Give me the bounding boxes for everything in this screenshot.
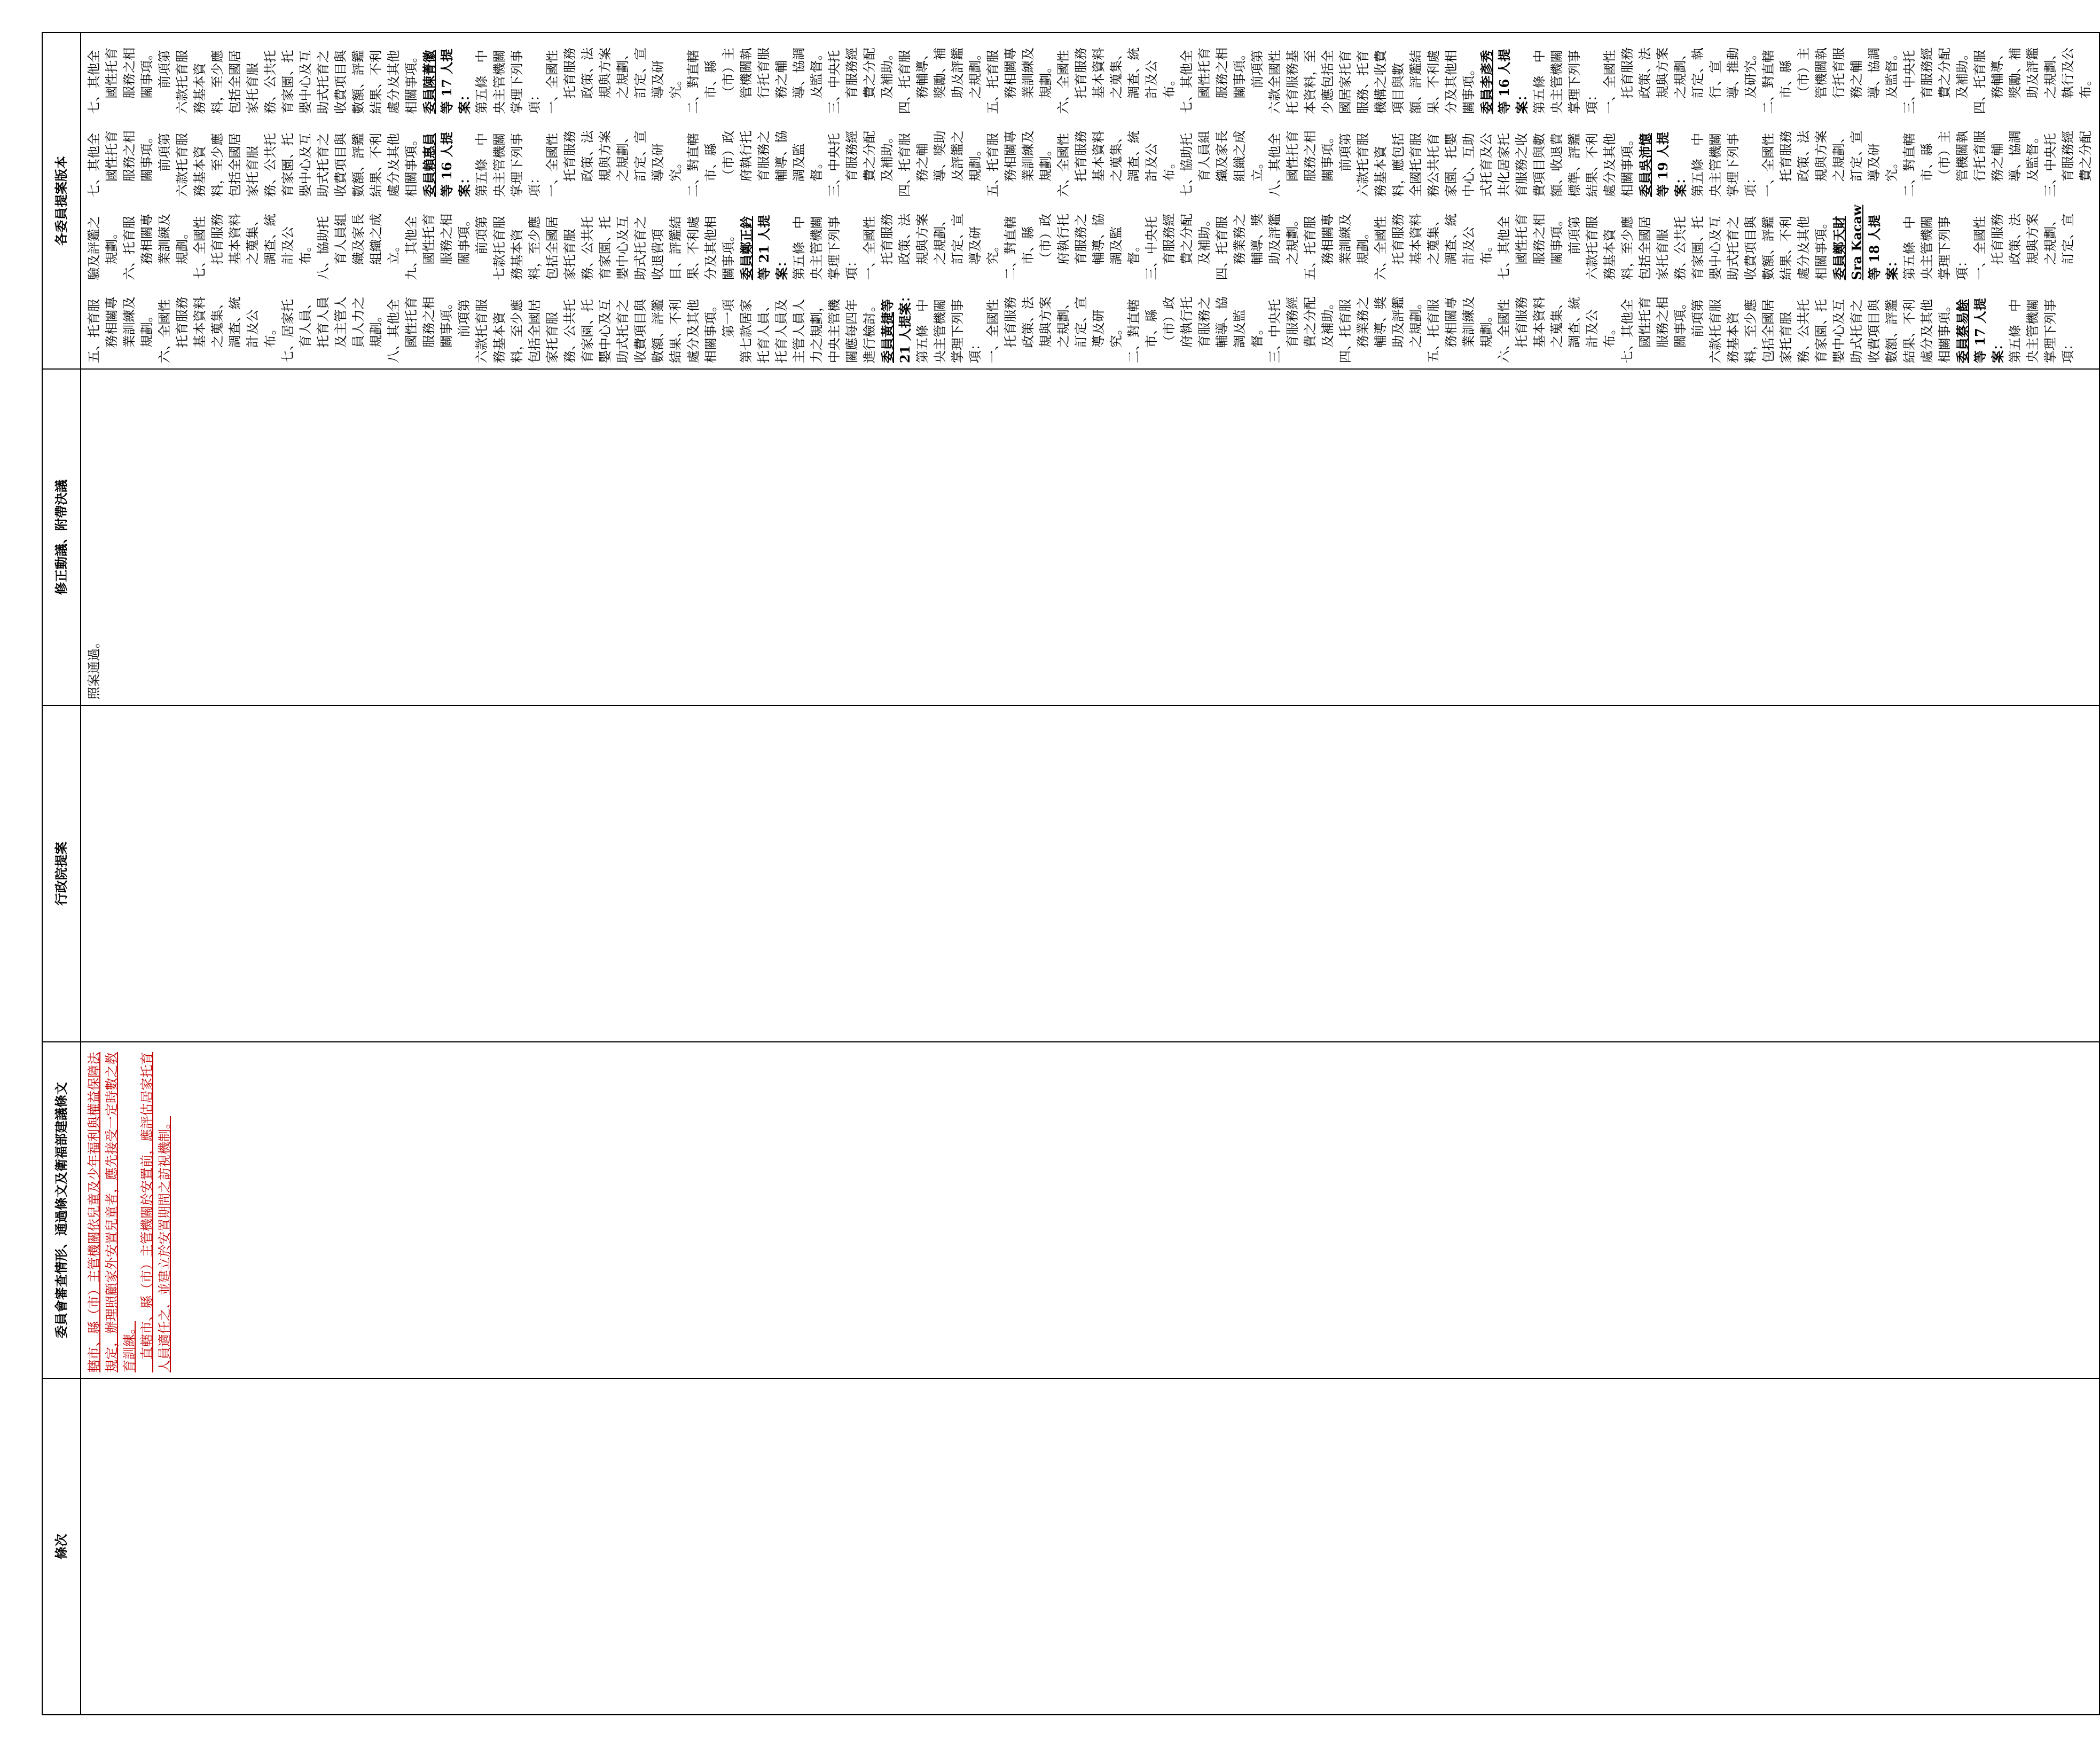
article-line: 第五條 中央主管機關掌理下列事項：: [792, 216, 859, 280]
article-line: 第五條 中央主管機關掌理下列事項：: [1532, 50, 1600, 114]
paragraph: 前項第六款全國性托育服務基本資料，至少應包括全國居家托育服務、托育機構之收費項目與數額、評鑑結果、不利處分及其他相關事項。: [1250, 50, 1476, 114]
list-item: 六、全國性托育服務基本資料之蒐集、調查、統計及公布。: [1496, 296, 1617, 363]
clause-cell: [81, 1378, 2099, 1715]
paragraph: 前項第六款托育服務基本資料，至少應包括全國居家托育服務、公共托育家園、托嬰中心及互助式托育之收費項目與數額、評鑑結果、不利處分及其他相關事項。: [1690, 299, 1952, 363]
proposer-line: [738, 205, 790, 280]
motion-text: 照案通過。: [87, 635, 101, 700]
list-item: 五、托育服務相關專業訓練及規劃。: [985, 130, 1053, 197]
proposer-line: [1478, 38, 1531, 114]
list-item: 三、中央托育服務經費之分配及補助。: [827, 47, 895, 114]
header-amendment-motion: 修正動議、附帶決議: [42, 369, 81, 705]
list-item: 四、托育服務之輔導、獎助及評鑑之規劃。: [897, 130, 983, 197]
proposer-line: [1636, 122, 1689, 198]
comparison-table: [42, 32, 2100, 1715]
paragraph: 前項第六款托育服務基本資料，應包括全國托育服務公共托育家園、托嬰中心、互助式托育及公共化居家托育服務之收費項目與數額、收退費標準、評鑑結果、不利處分及其他相關事項。: [1338, 133, 1635, 197]
article-line: 第五條 中央主管機關掌理下列事項：: [2008, 299, 2075, 363]
proposer-name: 委員賴惠員: [421, 133, 437, 197]
list-item: 七、全國性托育服務基本資料之蒐集、調查、統計及公布。: [192, 213, 313, 280]
article-line: 第五條 中央主管機關掌理下列事項：: [474, 133, 542, 197]
list-item: 一、全國性托育服務政策、法規與方案之規劃、訂定、宣導及研究。: [545, 47, 683, 114]
list-item: 四、托育服務輔導、獎勵、補助及評鑑之規劃。: [897, 47, 983, 114]
list-item: 九、其他全國性托育服務之相關事項。: [404, 213, 472, 280]
list-item: 五、托育服務相關專業訓練及規劃。: [1426, 296, 1494, 363]
paragraph: 第一項第七款居家托育人員、托育人員及主管人員人力之規劃，中央主管機關應每四年進行檢討。: [721, 299, 877, 363]
list-item: 八、其他全國性托育服務之相關事項。: [386, 296, 454, 363]
list-item: 一、全國性托育服務政策、法規與方案之規劃、訂定、宣導及研究。: [545, 130, 683, 197]
list-item: 四、托育服務業務之輔導、獎助及評鑑之規劃。: [1338, 296, 1423, 363]
list-item: 三、中央托育服務經費之分配及補助。: [1902, 47, 1970, 114]
rotated-table-wrapper: [42, 32, 2093, 1715]
proposer-name: 委員李彥秀: [1479, 50, 1494, 114]
list-item: 四、托育服務業務之輔導、獎助及評鑑之規劃。: [1214, 213, 1300, 280]
proposal-column-2: [85, 205, 2095, 280]
proposer-name: 委員蔡易餘: [1955, 299, 1970, 363]
list-item: 六、全國性托育服務基本資料之蒐集、調查、統計及公布。: [1373, 213, 1494, 280]
proposer-name: 委員吳沛憶: [1637, 133, 1653, 197]
header-committee-review: 委員會審查情形、通過條文及衛福部建議條文: [42, 1042, 81, 1378]
list-item: 一、全國性托育服務政策、法規與方案之規劃、訂定、宣: [1972, 213, 2075, 280]
proposer-line: [1830, 205, 1901, 280]
list-item: 二、對直轄市、縣（市）政府執行托育服務之輔導、協調及監督。: [1003, 213, 1141, 280]
list-item: 四、托育服務輔導、獎勵、補助及評鑑之規劃、執行及公布。: [1972, 47, 2093, 114]
list-item: 六、全國性托育服務基本資料之蒐集、調查、統計及公布。: [1056, 47, 1177, 114]
list-item: 二、對直轄市、縣（市）主管機關執行托育服務之輔導、協調及監督。: [1761, 47, 1899, 114]
list-item: 二、對直轄市、縣（市）主管機關執行托育服務之輔導、協調及監督。: [686, 47, 824, 114]
list-item: 五、托育服務相關專業訓練及規劃。: [1303, 213, 1370, 280]
table-row: [81, 33, 2099, 1715]
list-item: 六、托育服務相關專業訓練及規劃。: [122, 213, 190, 280]
proposer-name: 委員鄭正鈐: [739, 216, 754, 280]
list-item: 一、全國性托育服務政策、法規與方案之規劃、訂定、宣導及研究。: [985, 296, 1124, 363]
proposer-suffix: 等 18 人提案：: [1867, 215, 1900, 280]
executive-proposal-cell: [81, 705, 2099, 1042]
amended-text: 轄市、縣（市）主管機關依兒童及少年福利與權益保障法規定，辦理照顧家外安置兒童者，應先接受一定時數之教育訓練。 直轄市、縣（市）主管機關於安置前，應評估居家托育人員適任之，並建立於安置期間之訪視機制。: [87, 1052, 172, 1372]
header-executive-proposal: 行政院提案: [42, 705, 81, 1042]
proposal-column-1: [85, 288, 2095, 364]
proposer-line: [420, 122, 473, 198]
proposal-column-3: [85, 122, 2095, 198]
proposer-name: 委員鄭天財 Sra Kacaw: [1831, 205, 1864, 280]
proposer-name: 委員黃捷: [880, 312, 895, 363]
article-line: 第五條 中央主管機關掌理下列事項：: [915, 299, 983, 363]
list-item: 三、中央托育服務經費之分配及補助。: [1267, 296, 1335, 363]
paragraph: 前項第六款托育服務基本資料，至少應包括全國居家托育服務、公共托育家園、托嬰中心及互助式托育之收費項目與數額、評鑑結果、不利處分及其他相關事項。: [157, 133, 419, 197]
proposal-columns: [85, 38, 2095, 363]
paragraph: 前項第六款托育服務基本資料，至少應包括全國居家托育服務、公共托育家園、托嬰中心及互助式托育之收費項目與數額、評鑑結果、不利處分及其他相關事項。: [157, 50, 419, 114]
list-item: 二、對直轄市、縣（市）主管機關執行托育服務之輔導、協調及監督。: [1902, 130, 2040, 197]
proposer-suffix: 等 17 人提案：: [1972, 297, 2005, 363]
article-line: 第五條 中央主管機關掌理下列事項：: [1690, 133, 1758, 197]
paragraph: 前項第七款托育服務基本資料，至少應包括全國居家托育服務、公共托育家園、托嬰中心及互助式托育之收退費項目、評鑑結果、不利處分及其他相關事項。: [474, 216, 736, 280]
list-item: 七、居家托育人員、托育人員及主管人員人力之規劃。: [280, 296, 383, 363]
list-item: 七、其他全國性托育服務之相關事項。: [87, 130, 154, 197]
proposer-suffix: 等 16 人提案：: [1496, 49, 1530, 114]
proposer-suffix: 等 21 人提案：: [880, 289, 913, 363]
list-item: 一、全國性托育服務政策、法規與方案之規劃、訂定、執行、宣導、推動及研究。: [1602, 47, 1758, 114]
list-item: 八、協助托育人員組織及家長組織之成立。: [316, 213, 401, 280]
list-item: 八、其他全國性托育服務之相關事項。: [1267, 130, 1335, 197]
header-clause: 條次: [42, 1378, 81, 1715]
header-row: [42, 33, 81, 1715]
list-item: 七、協助托育人員組織及家長組織之成立。: [1179, 130, 1265, 197]
proposer-line: [1954, 288, 2007, 364]
amendment-motion-cell: [81, 369, 2099, 705]
paragraph: 前項第六款托育服務基本資料，至少應包括全國居家托育服務、公共托育家園、托嬰中心及互助式托育之收費項目與數額、評鑑結果、不利處分及其他相關事項。: [1567, 216, 1829, 280]
proposer-suffix: 等 21 人提案：: [756, 215, 789, 280]
member-proposals-cell: [81, 33, 2099, 369]
list-item: 一、全國性托育服務政策、法規與方案之規劃、訂定、宣導及研究。: [1761, 130, 1899, 197]
list-item: 五、托育服務相關專業訓練及規劃。: [87, 296, 154, 363]
list-item: 七、其他全國性托育服務之相關事項。: [1179, 47, 1247, 114]
list-item: 三、中央托育服務經費之分配及補助。: [1144, 213, 1212, 280]
list-item: 二、對直轄市、縣（市）政府執行托育服務之輔導、協調及監督。: [686, 130, 824, 197]
proposer-suffix: 等 19 人提案：: [1655, 131, 1688, 197]
article-line: 第五條 中央主管機關掌理下列事項：: [1902, 216, 1970, 280]
proposer-name: 委員陳菁徽: [421, 50, 437, 114]
list-item: 七、其他全國性托育服務之相關事項。: [1496, 213, 1564, 280]
list-item: 驗及評鑑之規劃。: [87, 216, 119, 280]
list-item: 七、其他全國性托育服務之相關事項。: [1620, 296, 1688, 363]
list-item: 七、其他全國性托育服務之相關事項。: [87, 47, 154, 114]
list-item: 六、全國性托育服務基本資料之蒐集、調查、統計及公布。: [157, 296, 278, 363]
proposer-suffix: 等 16 人提案：: [439, 131, 472, 197]
proposer-line: [420, 38, 473, 114]
proposal-column-4: [85, 38, 2095, 114]
proposer-suffix: 等 17 人提案：: [439, 49, 472, 114]
committee-review-cell: [81, 1042, 2099, 1378]
list-item: 六、全國性托育服務基本資料之蒐集、調查、統計及公布。: [1056, 130, 1177, 197]
list-item: 三、中央托育服務經費之分配及補助。: [827, 130, 895, 197]
article-line: 第五條 中央主管機關掌理下列事項：: [474, 50, 542, 114]
list-item: 一、全國性托育服務政策、法規與方案之規劃、訂定、宣導及研究。: [862, 213, 1000, 280]
paragraph: 前項第六款托育服務基本資料，至少應包括全國居家托育服務、公共托育家園、托嬰中心及互助式托育之收費項目與數額、評鑑結果、不利處分及其他相關事項。: [457, 299, 718, 363]
list-item: 五、托育服務相關專業訓練及規劃。: [985, 47, 1053, 114]
header-member-proposals: 各委員提案版本: [42, 33, 81, 369]
proposer-line: [879, 288, 914, 364]
list-item: 二、對直轄市、縣（市）政府執行托育服務之輔導、協調及監督。: [1126, 296, 1265, 363]
list-item: 三、中央托育服務經費之分配: [2043, 130, 2093, 197]
